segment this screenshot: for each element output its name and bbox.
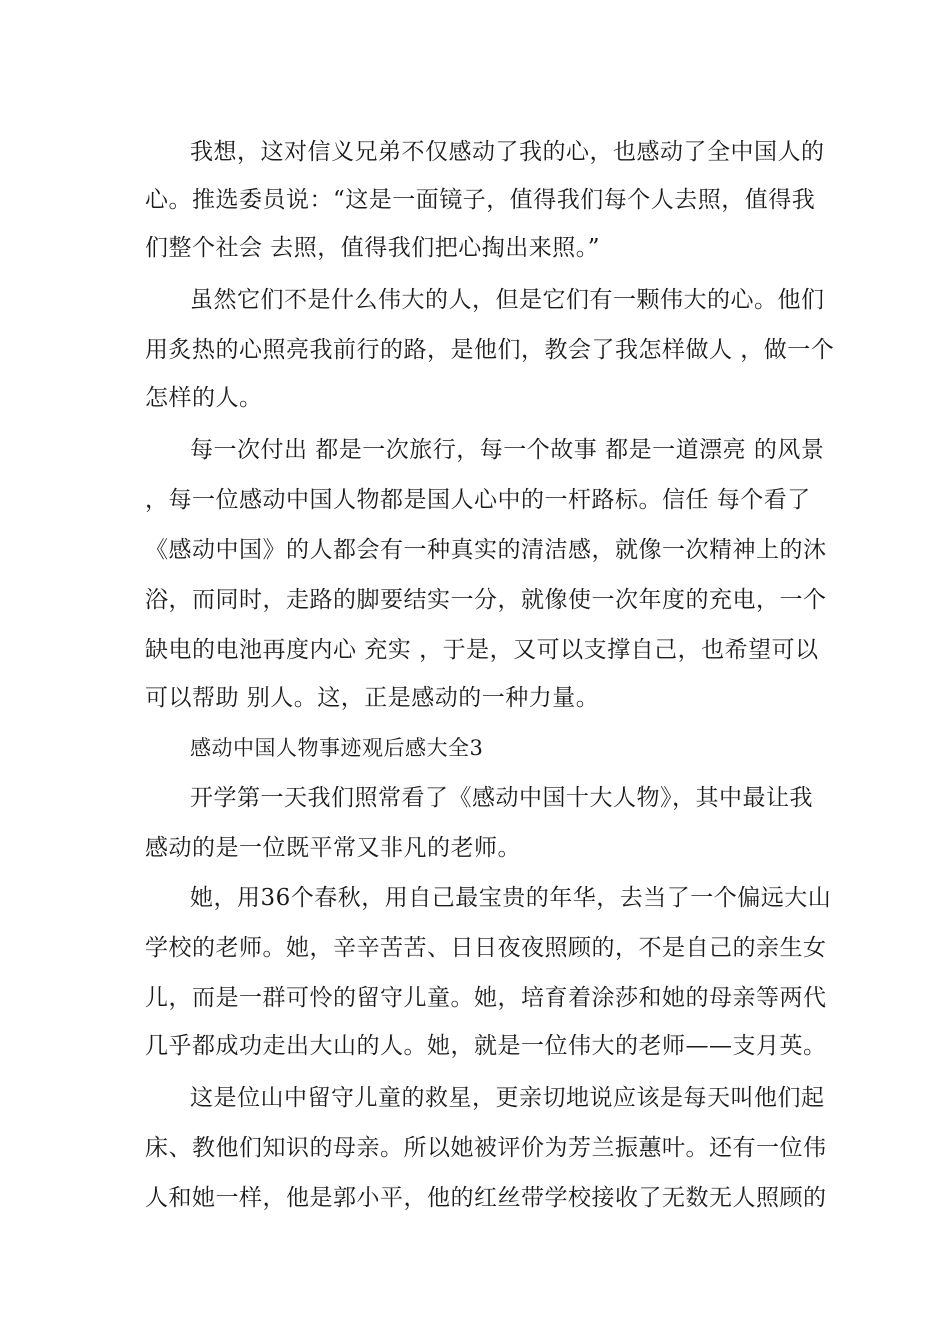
text-line: 可以帮助 别人。这，正是感动的一种力量。 — [145, 685, 600, 711]
text-line: 感动的是一位既平常又非凡的老师。 — [145, 835, 521, 861]
text-line: 开学第一天我们照常看了《感动中国十大人物》，其中最让我 — [190, 785, 813, 811]
text-line: 怎样的人。 — [145, 385, 263, 411]
text-line: 儿，而是一群可怜的留守儿童。她，培育着涂莎和她的母亲等两代 — [145, 985, 827, 1011]
text-line: 人和她一样，他是郭小平，他的红丝带学校接收了无数无人照顾的 — [145, 1185, 827, 1211]
text-line: 缺电的电池再度内心 充实 ，于是，又可以支撑自己，也希望可以 — [145, 637, 819, 663]
text-line: 几乎都成功走出大山的人。她，就是一位伟大的老师——支月英。 — [145, 1033, 827, 1059]
text-line: 每一次付出 都是一次旅行，每一个故事 都是一道漂亮 的风景 — [190, 437, 825, 463]
text-line: 用炙热的心照亮我前行的路，是他们，教会了我怎样做人 ，做一个 — [145, 337, 835, 363]
text-line: 我想，这对信义兄弟不仅感动了我的心，也感动了全中国人的 — [190, 139, 825, 165]
text-line: 心。推选委员说：“这是一面镜子，值得我们每个人去照，值得我 — [145, 187, 816, 213]
text-line: 们整个社会 去照，值得我们把心掏出来照。” — [145, 235, 601, 261]
text-line: 虽然它们不是什么伟大的人，但是它们有一颗伟大的心。他们 — [190, 287, 825, 313]
text-line: ，每一位感动中国人物都是国人心中的一杆路标。信任 每个看了 — [145, 487, 811, 513]
text-line: 《感动中国》的人都会有一种真实的清洁感，就像一次精神上的沐 — [145, 537, 827, 563]
text-line: 浴，而同时，走路的脚要结实一分，就像使一次年度的充电，一个 — [145, 587, 827, 613]
section-title: 感动中国人物事迹观后感大全3 — [190, 736, 484, 760]
text-line: 这是位山中留守儿童的救星，更亲切地说应该是每天叫他们起 — [190, 1085, 825, 1111]
text-line: 床、教他们知识的母亲。所以她被评价为芳兰振蕙叶。还有一位伟 — [145, 1135, 827, 1161]
text-line: 她，用36个春秋，用自己最宝贵的年华，去当了一个偏远大山 — [190, 885, 832, 911]
text-line: 学校的老师。她，辛辛苦苦、日日夜夜照顾的，不是自己的亲生女 — [145, 935, 827, 961]
